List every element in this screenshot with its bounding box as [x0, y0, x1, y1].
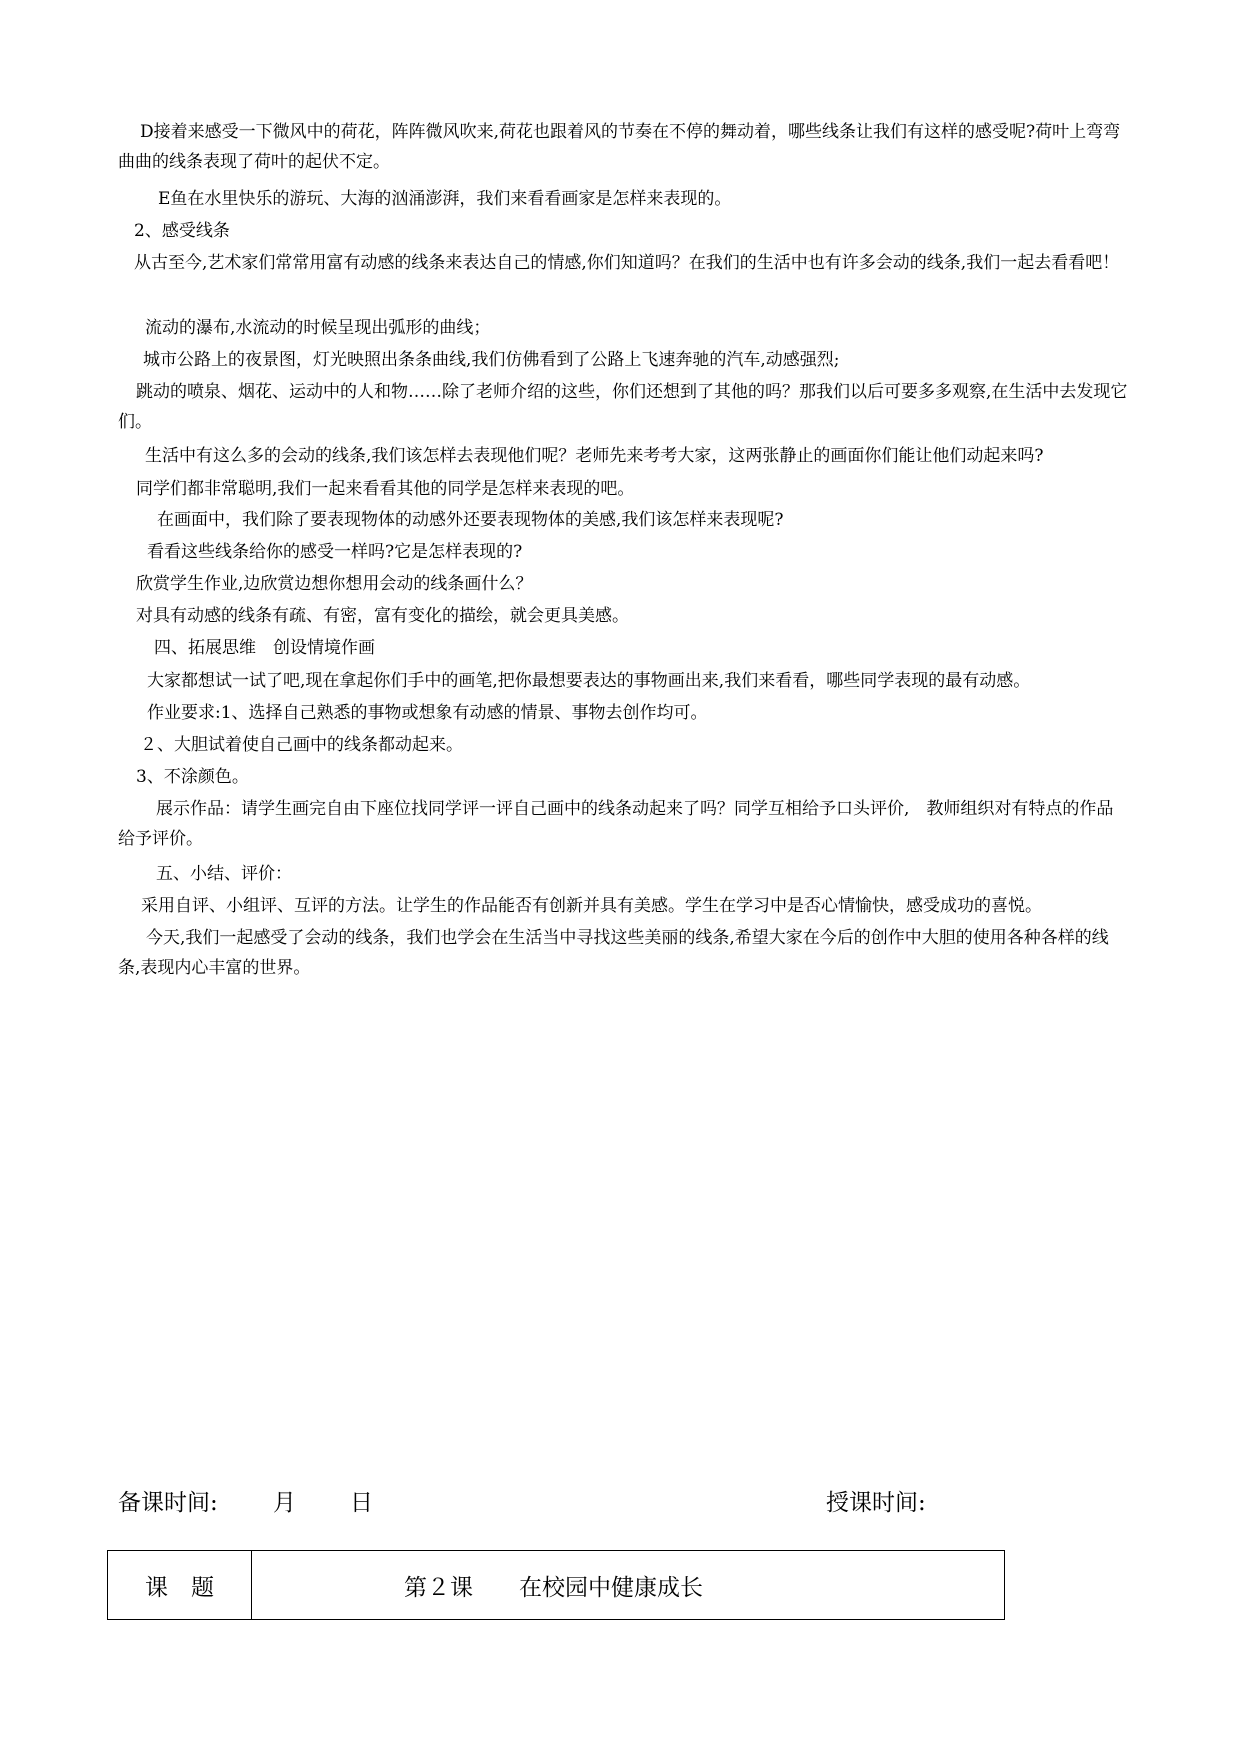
- paragraph-waterfall: 流动的瀑布,水流动的时候呈现出弧形的曲线；: [145, 318, 491, 338]
- paragraph-requirement-1: 作业要求:1、选择自己熟悉的事物或想象有动感的情景、事物去创作均可。: [147, 703, 708, 723]
- paragraph-how-to-express: 生活中有这么多的会动的线条,我们该怎样去表现他们呢？老师先来考考大家，这两张静止的画面你们能让他们动起来吗?: [145, 446, 1044, 466]
- prep-time-label: 备课时间:: [118, 1490, 218, 1516]
- paragraph-d: D接着来感受一下微风中的荷花，阵阵微风吹来,荷花也跟着风的节奏在不停的舞动着，哪些线条让我们有这样的感受呢?荷叶上弯弯曲曲的线条表现了荷叶的起伏不定。: [118, 122, 1121, 172]
- day-label: 日: [350, 1490, 373, 1516]
- paragraph-fountain: 跳动的喷泉、烟花、运动中的人和物……除了老师介绍的这些，你们还想到了其他的吗？那我们以后可要多多观察,在生活中去发现它们。: [118, 382, 1128, 432]
- paragraph-beauty: 在画面中，我们除了要表现物体的动感外还要表现物体的美感,我们该怎样来表现呢?: [157, 510, 784, 530]
- paragraph-conclusion: 今天,我们一起感受了会动的线条，我们也学会在生活当中寻找这些美丽的线条,希望大家在今后的创作中大胆的使用各种各样的线条,表现内心丰富的世界。: [118, 928, 1109, 978]
- paragraph-try-drawing: 大家都想试一试了吧,现在拿起你们手中的画笔,把你最想要表达的事物画出来,我们来看看，哪些同学表现的最有动感。: [147, 671, 1031, 691]
- paragraph-feelings: 看看这些线条给你的感受一样吗?它是怎样表现的?: [147, 542, 523, 562]
- paragraph-city-road: 城市公路上的夜景图，灯光映照出条条曲线,我们仿佛看到了公路上飞速奔驰的汽车,动感强烈;: [143, 350, 840, 370]
- topic-label: 课 题: [108, 1551, 252, 1619]
- topic-value: 第２课 在校园中健康成长: [404, 1574, 703, 1601]
- paragraph-evaluation-methods: 采用自评、小组评、互评的方法。让学生的作品能否有创新并具有美感。学生在学习中是否心情愉快，感受成功的喜悦。: [141, 896, 1042, 916]
- teach-time-label: 授课时间:: [826, 1490, 926, 1516]
- paragraph-appreciate-work: 欣赏学生作业,边欣赏边想你想用会动的线条画什么？: [136, 574, 533, 594]
- section-heading-extend-thinking: 四、拓展思维 创设情境作画: [154, 638, 375, 658]
- paragraph-dense-sparse: 对具有动感的线条有疏、有密，富有变化的描绘，就会更具美感。: [136, 606, 629, 626]
- paragraph-requirement-2: ２、大胆试着使自己画中的线条都动起来。: [140, 735, 463, 755]
- month-label: 月: [273, 1490, 296, 1516]
- lesson-topic-table: [107, 1550, 1005, 1620]
- paragraph-students-clever: 同学们都非常聪明,我们一起来看看其他的同学是怎样来表现的吧。: [136, 479, 635, 499]
- section-heading-feel-lines: 2、感受线条: [134, 221, 230, 241]
- paragraph-show-works: 展示作品：请学生画完自由下座位找同学评一评自己画中的线条动起来了吗？同学互相给予口头评价, 教师组织对有特点的作品给予评价。: [118, 799, 1114, 849]
- paragraph-intro-lines: 从古至今,艺术家们常常用富有动感的线条来表达自己的情感,你们知道吗？在我们的生活中也有许多会动的线条,我们一起去看看吧！: [134, 253, 1120, 273]
- section-heading-summary: 五、小结、评价：: [156, 864, 292, 884]
- paragraph-requirement-3: 3、不涂颜色。: [136, 767, 249, 787]
- paragraph-e: E鱼在水里快乐的游玩、大海的汹涌澎湃，我们来看看画家是怎样来表现的。: [158, 189, 732, 209]
